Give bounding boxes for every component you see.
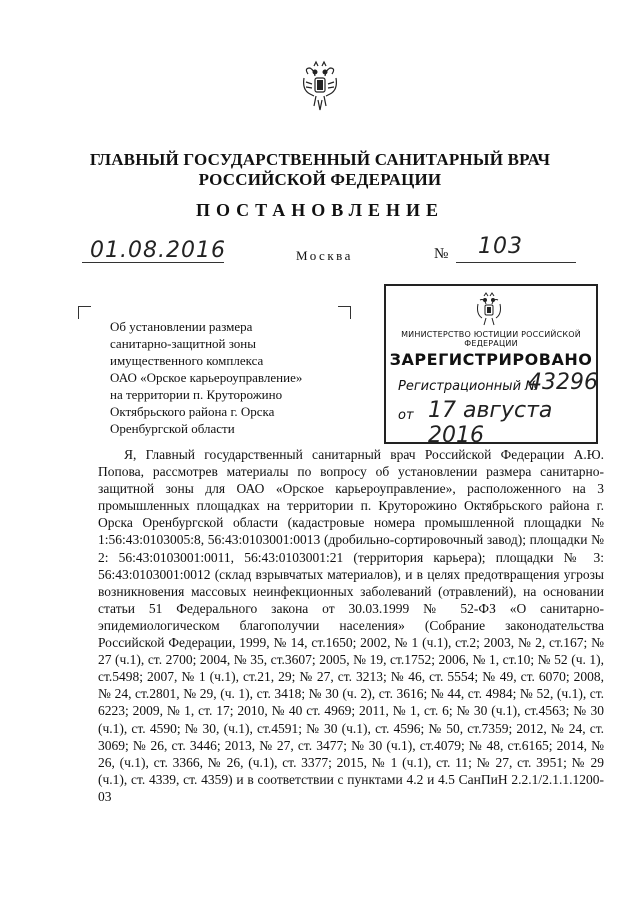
subject-line: на территории п. Круторожино: [110, 387, 283, 402]
subject-bracket-left: [78, 306, 91, 319]
subject-line: санитарно-защитной зоны: [110, 336, 256, 351]
decree-city: Москва: [296, 248, 353, 263]
document-type: ПОСТАНОВЛЕНИЕ: [195, 200, 445, 220]
authority-title-line2: РОССИЙСКОЙ ФЕДЕРАЦИИ: [198, 170, 442, 189]
authority-title-line1: ГЛАВНЫЙ ГОСУДАРСТВЕННЫЙ САНИТАРНЫЙ ВРАЧ: [89, 150, 551, 169]
number-underline: [456, 262, 576, 263]
decree-subject: [110, 318, 350, 437]
subject-line: Октябрьского района г. Орска: [110, 404, 275, 419]
date-underline: [82, 262, 224, 263]
stamp-reg-number: 43296: [528, 370, 598, 395]
stamp-reg-label: Регистрационный №: [398, 379, 539, 394]
subject-line: Об установлении размера: [110, 319, 253, 334]
stamp-date-label: от: [398, 408, 414, 423]
stamp-emblem-icon: [474, 292, 504, 328]
decree-body: [98, 446, 604, 805]
stamp-reg-date: 17 августа 2016: [428, 398, 553, 448]
subject-line: Оренбургской области: [110, 421, 235, 436]
subject-line: имущественного комплекса: [110, 353, 264, 368]
stamp-ministry: МИНИСТЕРСТВО ЮСТИЦИИ РОССИЙСКОЙ ФЕДЕРАЦИИ: [401, 330, 581, 348]
coat-of-arms-emblem: [300, 60, 340, 112]
subject-line: ОАО «Орское карьероуправление»: [110, 370, 303, 385]
body-paragraph: Я, Главный государственный санитарный врач Российской Федерации А.Ю. Попова, рассмотрев материалы по вопросу об установлении размера санитарно-защитной зоны для ОАО «Орское карьероуправление», расположенного на 3 промышленных площадках на территории п. Круторожино Октябрьского района г. Орска Оренбургской области (кадастровые номера промышленной площадки № 1:56:43:0103005:8, 56:43:0103001:0013 (дробильно-сортировочный завод); площадки № 2: 56:43:0103001:0011, 56:43:0103001:21 (территория карьера); площадки № 3: 56:43:0103001:0012 (склад взрывчатых материалов), и в целях предотвращения угрозы возникновения массовых неинфекционных заболеваний (отравлений), на основании статьи 51 Федерального закона от 30.03.1999 № 52-ФЗ «О санитарно-эпидемиологическом благополучии населения» (Собрание законодательства Российской Федерации, 1999, № 14, ст.1650; 2002, № 1 (ч.1), ст.2; 2003, № 2, ст.167; № 27 (ч.1), ст. 2700; 2004, № 35, ст.3607; 2005, № 19, ст.1752; 2006, № 1, ст.10; № 52 (ч. 1), ст.5498; 2007, № 1 (ч.1), ст.21, 29; № 27, ст. 3213; № 46, ст. 5554; № 49, ст. 6070; 2008, № 24, ст.2801, № 29, (ч. 1), ст. 3418; № 30 (ч. 2), ст. 3616; № 44, ст. 4984; № 52, (ч.1), ст. 6223; 2009, № 1, ст. 17; 2010, № 40 ст. 4969; 2011, № 1, ст. 6; № 30 (ч.1), ст.4563; № 30 (ч.1), ст. 4590; № 30, (ч.1), ст.4591; № 30 (ч.1), ст. 4596; № 50, ст.7359; 2012, № 24, ст. 3069; № 26, ст. 3446; 2013, № 27, ст. 3477; № 30 (ч.1), ст.4079; № 48, ст.6165; 2014, № 26, (ч.1), ст. 3366, № 26, (ч.1), ст. 3377; 2015, № 1 (ч.1), ст. 11; № 27, ст. 3951; № 29 (ч.1), ст. 4339, ст. 4359) и в соответствии с пунктами 4.2 и 4.5 СанПиН 2.2.1/2.1.1.1200-03: [98, 447, 604, 804]
decree-date: 01.08.2016: [90, 238, 226, 263]
decree-number: 103: [478, 234, 523, 259]
registration-stamp: [384, 284, 598, 448]
stamp-registered: ЗАРЕГИСТРИРОВАНО: [389, 350, 593, 369]
number-sign: №: [434, 246, 449, 262]
